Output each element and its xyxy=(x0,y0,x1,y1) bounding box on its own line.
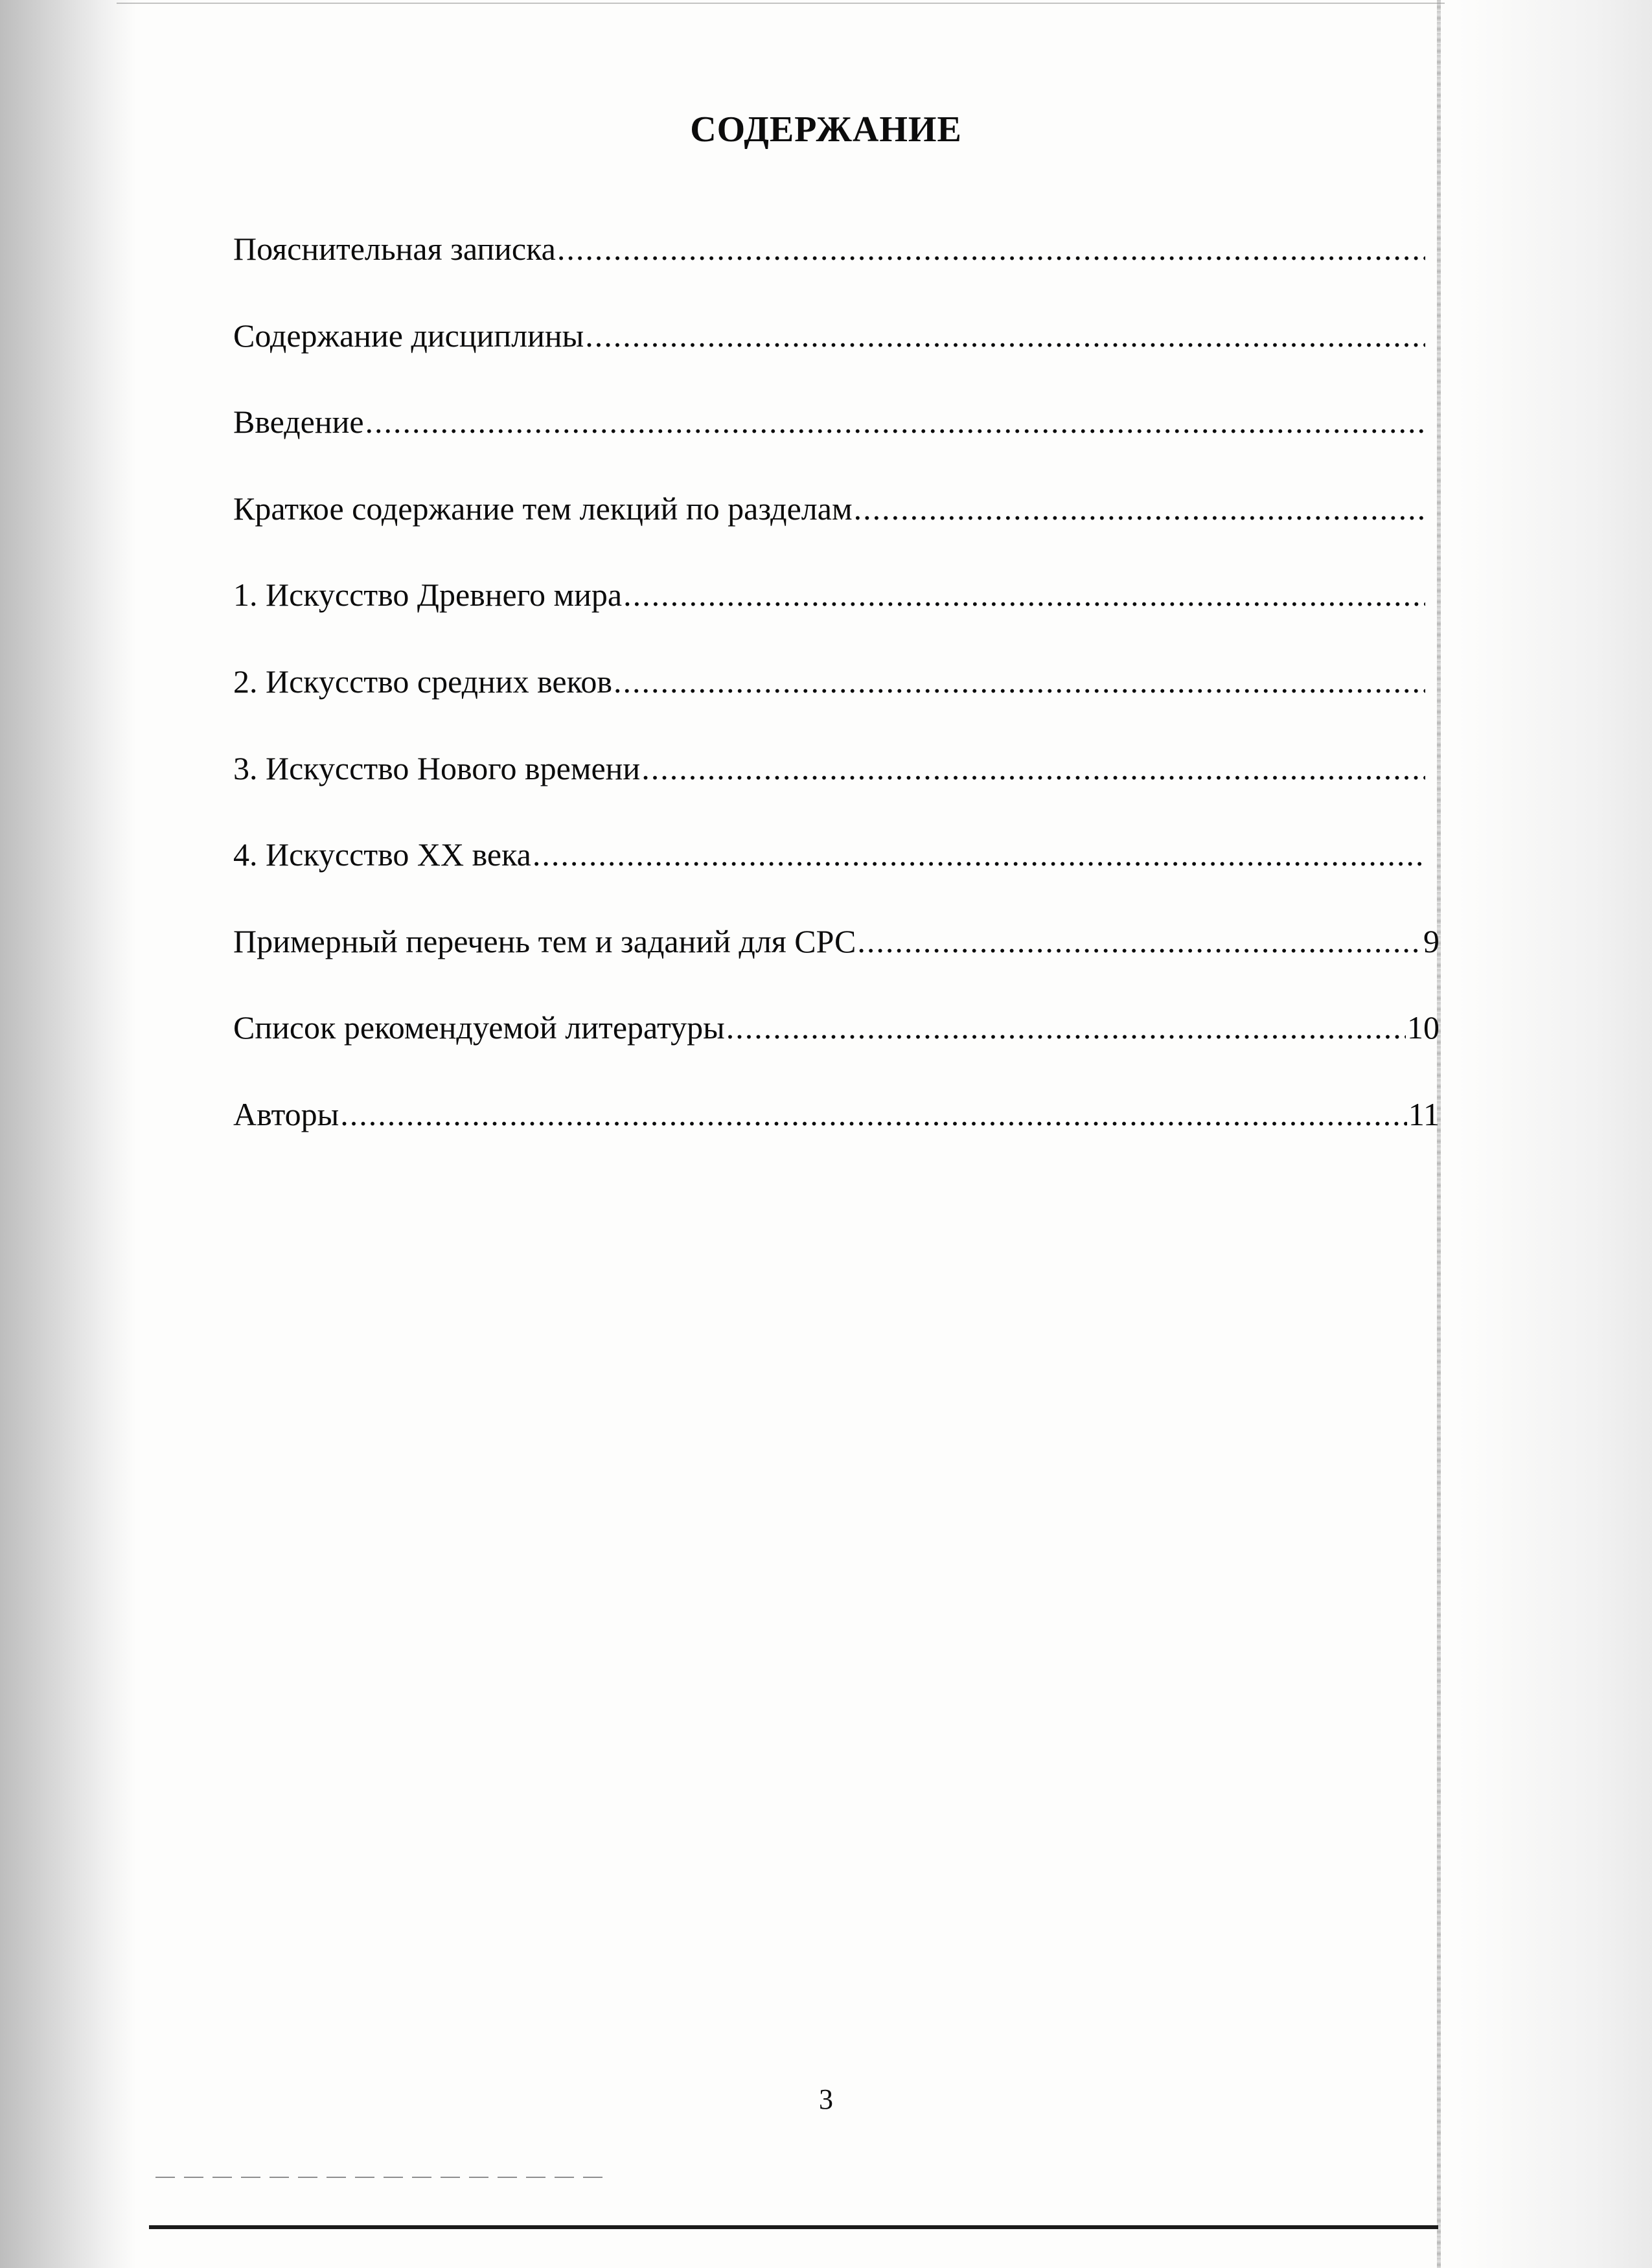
toc-leader-dots xyxy=(857,922,1422,958)
bottom-edge-line xyxy=(149,2225,1438,2229)
page-number: 3 xyxy=(819,2083,833,2115)
toc-entry-page: 9 xyxy=(1423,922,1440,959)
toc-leader-dots xyxy=(854,490,1425,525)
toc-entry xyxy=(233,403,1440,490)
toc-leader-dots xyxy=(365,403,1425,439)
toc-entry xyxy=(233,576,1440,663)
binding-shadow xyxy=(0,0,136,2268)
toc-entry-page: 11 xyxy=(1408,1095,1440,1132)
toc-entry xyxy=(233,230,1440,317)
toc-entry xyxy=(233,1009,1440,1095)
toc-entry-label: Список рекомендуемой литературы xyxy=(233,1009,725,1046)
toc-leader-dots xyxy=(340,1095,1407,1131)
toc-entry xyxy=(233,836,1440,922)
bottom-dashed-artifact xyxy=(155,2177,609,2178)
toc-entry xyxy=(233,1095,1440,1182)
table-of-contents xyxy=(233,230,1440,1182)
toc-entry xyxy=(233,317,1440,404)
toc-leader-dots xyxy=(641,750,1425,785)
toc-leader-dots xyxy=(585,317,1425,352)
toc-leader-dots xyxy=(614,663,1425,698)
toc-entry-label: 2. Искусство средних веков xyxy=(233,663,612,700)
toc-entry xyxy=(233,663,1440,750)
toc-entry xyxy=(233,750,1440,836)
toc-entry-label: Пояснительная записка xyxy=(233,231,556,267)
toc-entry xyxy=(233,490,1440,577)
toc-entry-label: Содержание дисциплины xyxy=(233,317,584,354)
toc-entry xyxy=(233,922,1440,1009)
toc-leader-dots xyxy=(533,836,1425,871)
toc-entry-label: Авторы xyxy=(233,1095,339,1132)
toc-entry-label: Введение xyxy=(233,404,364,441)
toc-entry-label: 4. Искусство XX века xyxy=(233,836,531,873)
toc-entry-label: 1. Искусство Древнего мира xyxy=(233,577,623,613)
toc-entry-label: Примерный перечень тем и заданий для СРС xyxy=(233,922,856,959)
toc-entry-page: 10 xyxy=(1407,1009,1440,1046)
page-title: СОДЕРЖАНИЕ xyxy=(690,109,962,150)
toc-entry-label: 3. Искусство Нового времени xyxy=(233,750,641,786)
top-edge-line xyxy=(117,3,1445,4)
toc-leader-dots xyxy=(726,1009,1406,1044)
toc-entry-label: Краткое содержание тем лекций по разделам xyxy=(233,490,853,527)
show-through-shadow xyxy=(1458,0,1652,2268)
toc-leader-dots xyxy=(557,230,1425,266)
toc-leader-dots xyxy=(623,576,1425,612)
